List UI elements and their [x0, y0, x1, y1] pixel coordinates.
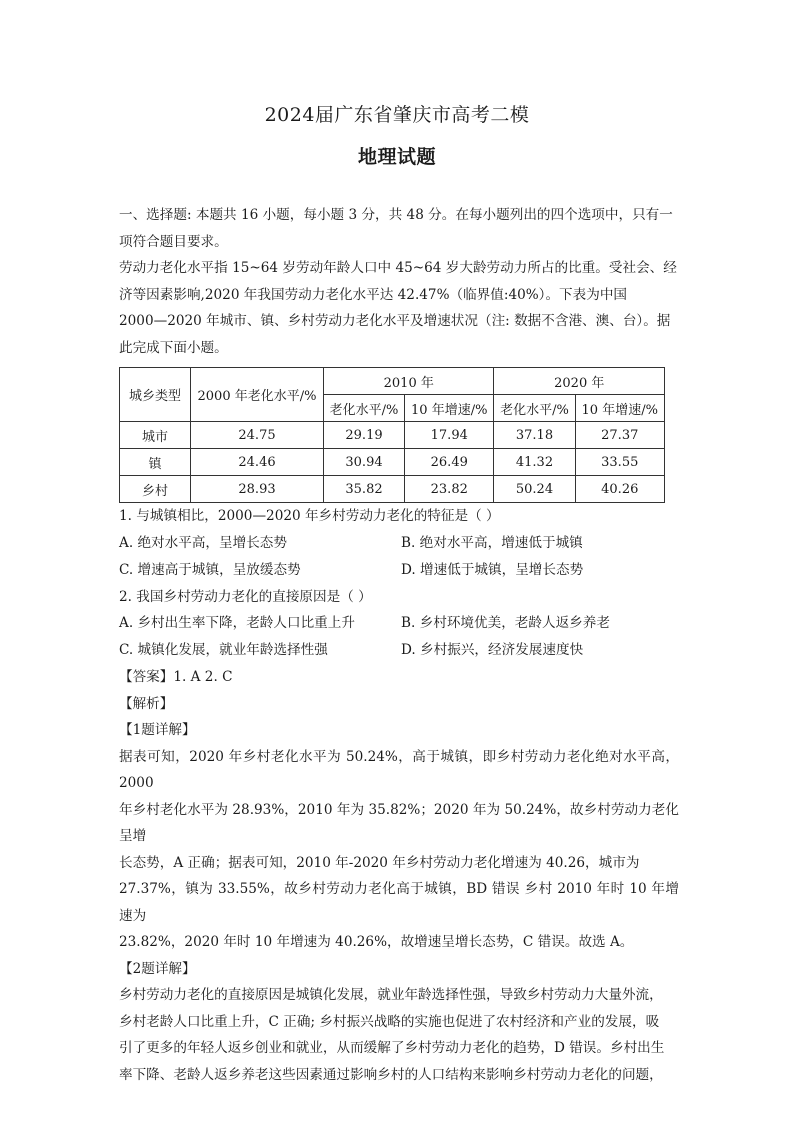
subheader-growth-2020: 10 年增速/% [575, 395, 665, 422]
question-2-text: 2. 我国乡村劳动力老化的直接原因是（ ） [119, 588, 372, 605]
cell-value: 24.46 [191, 449, 324, 476]
answer-line: 【答案】1. A 2. C [119, 669, 233, 685]
document-body [119, 202, 679, 1088]
answer-section [119, 664, 679, 1088]
cell-value: 50.24 [494, 476, 575, 503]
option-b: B. 绝对水平高，增速低于城镇 [401, 534, 583, 551]
detail-2-label: 【2题详解】 [119, 960, 196, 977]
detail-2-line: 乡村老龄人口比重上升，C 正确; 乡村振兴战略的实施也促进了农村经济和产业的发展，吸 [119, 1013, 660, 1030]
cell-value: 37.18 [494, 422, 575, 449]
aging-data-table [119, 367, 665, 503]
detail-1-line: 年乡村老化水平为 28.93%，2010 年为 35.82%；2020 年为 50.24%，故乡村劳动力老化呈增 [119, 801, 679, 844]
detail-2-line: 乡村劳动力老化的直接原因是城镇化发展，就业年龄选择性强，导致乡村劳动力大量外流， [119, 987, 663, 1003]
cell-type: 镇 [120, 449, 191, 476]
cell-type: 城市 [120, 422, 191, 449]
option-d: D. 乡村振兴，经济发展速度快 [401, 642, 584, 658]
detail-1-line: 23.82%，2020 年时 10 年增速为 40.26%，故增速呈增长态势，C 错误。故选 A。 [119, 934, 634, 950]
header-2020: 2020 年 [494, 368, 665, 395]
stem-line: 2000—2020 年城市、镇、乡村劳动力老化水平及增速状况（注: 数据不含港、澳、台）。据 [119, 313, 671, 329]
header-2000: 2000 年老化水平/% [191, 368, 324, 422]
cell-value: 41.32 [494, 449, 575, 476]
detail-2-line: 率下降、老龄人返乡养老这些因素通过影响乡村的人口结构来影响乡村劳动力老化的问题， [119, 1066, 663, 1083]
question-1 [119, 503, 679, 584]
detail-1-line: 27.37%，镇为 33.55%，故乡村劳动力老化高于城镇，BD 错误 乡村 2010 年时 10 年增速为 [119, 881, 679, 924]
document-title: 2024届广东省肇庆市高考二模 [264, 104, 530, 126]
option-a: A. 绝对水平高，呈增长态势 [119, 534, 287, 551]
detail-1-label: 【1题详解】 [119, 722, 196, 738]
option-b: B. 乡村环境优美，老龄人返乡养老 [401, 615, 610, 631]
instruction-line: 项符合题目要求。 [119, 233, 228, 250]
header-2010: 2010 年 [324, 368, 494, 395]
cell-value: 23.82 [405, 476, 494, 503]
option-c: C. 城镇化发展，就业年龄选择性强 [119, 642, 328, 658]
header-type: 城乡类型 [120, 368, 191, 422]
table-row [120, 422, 665, 449]
cell-value: 30.94 [324, 449, 405, 476]
cell-value: 27.37 [575, 422, 665, 449]
subheader-level-2010: 老化水平/% [324, 395, 405, 422]
question-stem [119, 255, 679, 361]
question-1-options [119, 530, 679, 584]
cell-value: 17.94 [405, 422, 494, 449]
question-2-options [119, 610, 679, 664]
cell-type: 乡村 [120, 476, 191, 503]
stem-line: 此完成下面小题。 [119, 339, 228, 356]
cell-value: 35.82 [324, 476, 405, 503]
option-a: A. 乡村出生率下降，老龄人口比重上升 [119, 615, 355, 631]
cell-value: 24.75 [191, 422, 324, 449]
section-instruction [119, 202, 679, 255]
stem-line: 劳动力老化水平指 15~64 岁劳动年龄人口中 45~64 岁大龄劳动力所占的比重。受社会、经 [119, 260, 677, 276]
option-c: C. 增速高于城镇，呈放缓态势 [119, 561, 301, 578]
table-row [120, 476, 665, 503]
cell-value: 28.93 [191, 476, 324, 503]
subheader-level-2020: 老化水平/% [494, 395, 575, 422]
cell-value: 33.55 [575, 449, 665, 476]
detail-1-line: 据表可知，2020 年乡村老化水平为 50.24%，高于城镇，即乡村劳动力老化绝对水平高，2000 [119, 748, 679, 791]
option-d: D. 增速低于城镇，呈增长态势 [401, 561, 584, 578]
subheader-growth-2010: 10 年增速/% [405, 395, 494, 422]
table-row [120, 449, 665, 476]
question-2 [119, 584, 679, 665]
detail-1-line: 长态势，A 正确；据表可知，2010 年-2020 年乡村劳动力老化增速为 40.26，城市为 [119, 854, 640, 871]
detail-2-line: 引了更多的年轻人返乡创业和就业，从而缓解了乡村劳动力老化的趋势，D 错误。乡村出生 [119, 1040, 665, 1056]
stem-line: 济等因素影响,2020 年我国劳动力老化水平达 42.47%（临界值:40%）。下表为中国 [119, 286, 628, 303]
cell-value: 26.49 [405, 449, 494, 476]
document-subtitle: 地理试题 [357, 146, 436, 168]
analysis-label: 【解析】 [119, 695, 174, 712]
question-1-text: 1. 与城镇相比，2000—2020 年乡村劳动力老化的特征是（ ） [119, 508, 500, 524]
cell-value: 40.26 [575, 476, 665, 503]
cell-value: 29.19 [324, 422, 405, 449]
instruction-line: 一、选择题: 本题共 16 小题，每小题 3 分，共 48 分。在每小题列出的四个选项中，只有一 [119, 207, 673, 223]
